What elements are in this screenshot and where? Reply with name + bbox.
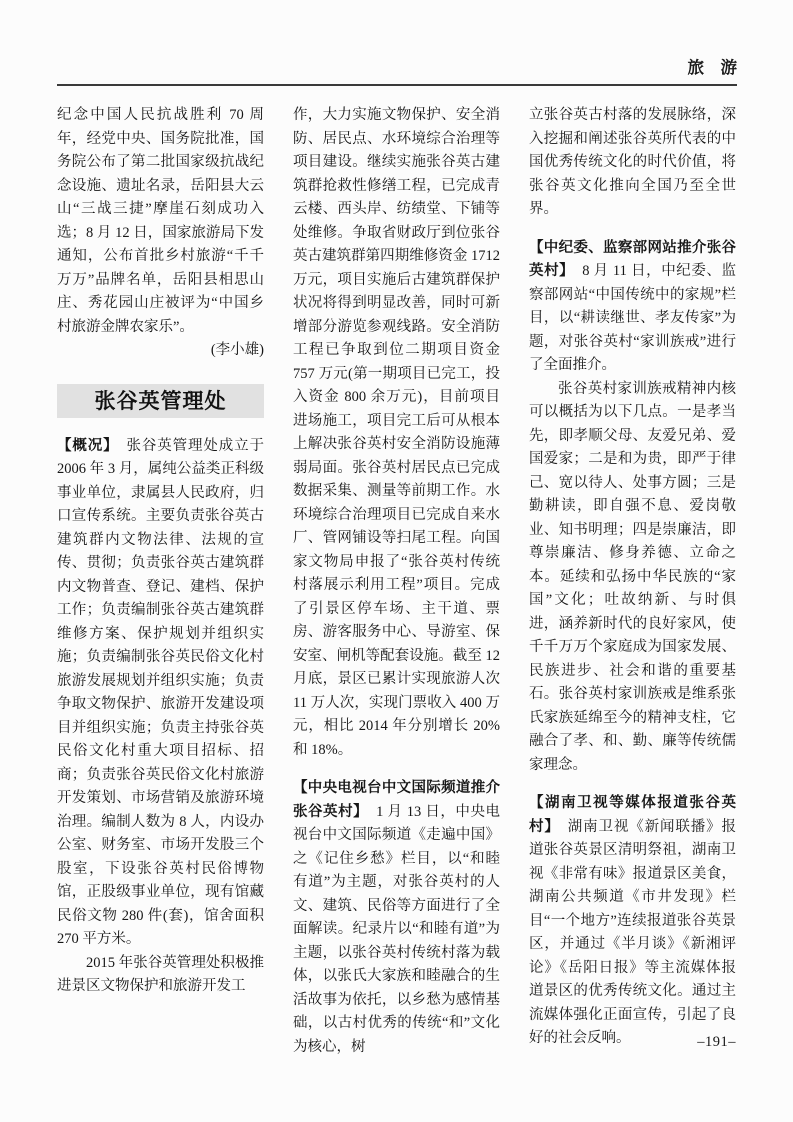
entry-jiwei-label: 【中纪委、监察部网站推介张谷英村】 — [529, 239, 736, 279]
entry-jiwei — [529, 237, 736, 378]
column-middle — [293, 104, 500, 1059]
entry-overview-text: 张谷英管理处成立于 2006 年 3 月，属纯公益类正科级事业单位，隶属县人民政府，归口宣传系统。主要负责张谷英古建筑群内文物法律、法规的宣传、贯彻；负责张谷英古建筑群内文物普查、登记、建档、保护工作；负责编制张谷英古建筑群维修方案、保护规划并组织实施；负责编制张谷英民俗文化村旅游发展规划并组织实施；负责争取文物保护、旅游开发建设项目并组织实施；负责主持张谷英民俗文化村重大项目招标、招商；负责张谷英民俗文化村旅游开发策划、市场营销及旅游环境治理。编制人数为 8 人，内设办公室、财务室、市场开发股三个股室，下设张谷英村民俗博物馆，正股级事业单位，现有馆藏民俗文物 280 件(套)，馆舍面积 270 平方米。 — [57, 437, 265, 947]
header-rule — [57, 84, 737, 86]
running-head: 旅 游 — [687, 59, 737, 77]
column-left — [57, 104, 264, 1059]
entry-overview — [57, 435, 264, 952]
entry-cctv-text: 1 月 13 日，中央电视台中文国际频道《走遍中国》之《记住乡愁》栏目，以“和睦有道”为主题，对张谷英村的人文、建筑、民俗等方面进行了全面解读。纪录片以“和睦有道”为主题，以张谷英村传统村落为载体，以张氏大家族和睦融合的生活故事为依托，以乡愁为感情基础，以古村优秀的传统“和”文化为核心，树 — [293, 803, 500, 1055]
entry-hunantv — [529, 792, 736, 1051]
section-heading-text: 张谷英管理处 — [94, 388, 227, 413]
paragraph-continuation: 纪念中国人民抗战胜利 70 周年，经党中央、国务院批准，国务院公布了第二批国家级抗战纪念设施、遗址名录，岳阳县大云山“三战三捷”摩崖石刻成功入选；8 月 12 日，国家旅游局下发通知，公布首批乡村旅游“千千万万”品牌名单，岳阳县相思山庄、秀花园山庄被评为“中国乡村旅游金牌农家乐”。 — [57, 107, 264, 335]
entry-cctv — [293, 777, 500, 1059]
paragraph-2015: 2015 年张谷英管理处积极推进景区文物保护和旅游开发工 — [57, 954, 264, 994]
entry-jiwei-paragraph2: 张谷英村家训族戒精神内核可以概括为以下几点。一是孝当先，即孝顺父母、友爱兄弟、爱国爱家；二是和为贵，即严于律己、宽以待人、处事方圆；三是勤耕读，即自强不息、爱岗敬业、知书明理；四是崇廉洁，即尊崇廉洁、修身养德、立命之本。延续和弘扬中华民族的“家国”文化；吐故纳新、与时俱进，涵养新时代的良好家风，使千千万万个家庭成为国家发展、民族进步、社会和谐的重要基石。张谷英村家训族戒是维系张氏家族延绵至今的精神支柱，它融合了孝、和、勤、廉等传统儒家理念。 — [529, 380, 736, 773]
paragraph-continuation: 作，大力实施文物保护、安全消防、居民点、水环境综合治理等项目建设。继续实施张谷英古建筑群抢救性修缮工程，已完成青云楼、西头岸、纺绩堂、下铺等处维修。争取省财政厅到位张谷英古建筑群第四期维修资金 1712 万元，项目实施后古建筑群保护状况将得到明显改善，同时可新增部分游览参观线路。安全消防工程已争取到位二期项目资金 757 万元(第一期项目已完工，投入资金 800 余万元)，目前项目进场施工，项目完工后可从根本上解决张谷英村安全消防设施薄弱局面。张谷英村居民点已完成数据采集、测量等前期工作。水环境综合治理项目已完成自来水厂、管网铺设等扫尾工程。向国家文物局申报了“张谷英村传统村落展示利用工程”项目。完成了引景区停车场、主干道、票房、游客服务中心、导游室、保安室、闸机等配套设施。截至 12 月底，景区已累计实现旅游人次 11 万人次，实现门票收入 400 万元，相比 2014 年分别增长 20%和 18%。 — [293, 107, 500, 758]
entry-jiwei-text: 8 月 11 日，中纪委、监察部网站“中国传统中的家规”栏目，以“耕读继世、孝友传家”为题，对张谷英村“家训族戒”进行了全面推介。 — [529, 263, 736, 373]
entry-overview-label: 【概况】 — [57, 437, 119, 454]
entry-cctv-label: 【中央电视台中文国际频道推介张谷英村】 — [293, 780, 500, 820]
column-right — [529, 104, 736, 1059]
paragraph-continuation: 立张谷英古村落的发展脉络，深入挖掘和阐述张谷英所代表的中国优秀传统文化的时代价值，将张谷英文化推向全国乃至全世界。 — [529, 107, 736, 217]
section-heading-box — [57, 384, 264, 418]
text-columns — [57, 104, 737, 1059]
entry-hunantv-label: 【湖南卫视等媒体报道张谷英村】 — [529, 795, 736, 835]
entry-hunantv-text: 湖南卫视《新闻联播》报道张谷英景区清明祭祖，湖南卫视《非常有味》报道景区美食，湖南公共频道《市井发现》栏目“一个地方”连续报道张谷英景区，并通过《半月谈》《新湘评论》《岳阳日报》等主流媒体报道景区的优秀传统文化。通过主流媒体强化正面宣传，引起了良好的社会反响。 — [529, 818, 737, 1046]
page-number: –191– — [697, 1034, 736, 1050]
byline: (李小雄) — [210, 342, 264, 358]
